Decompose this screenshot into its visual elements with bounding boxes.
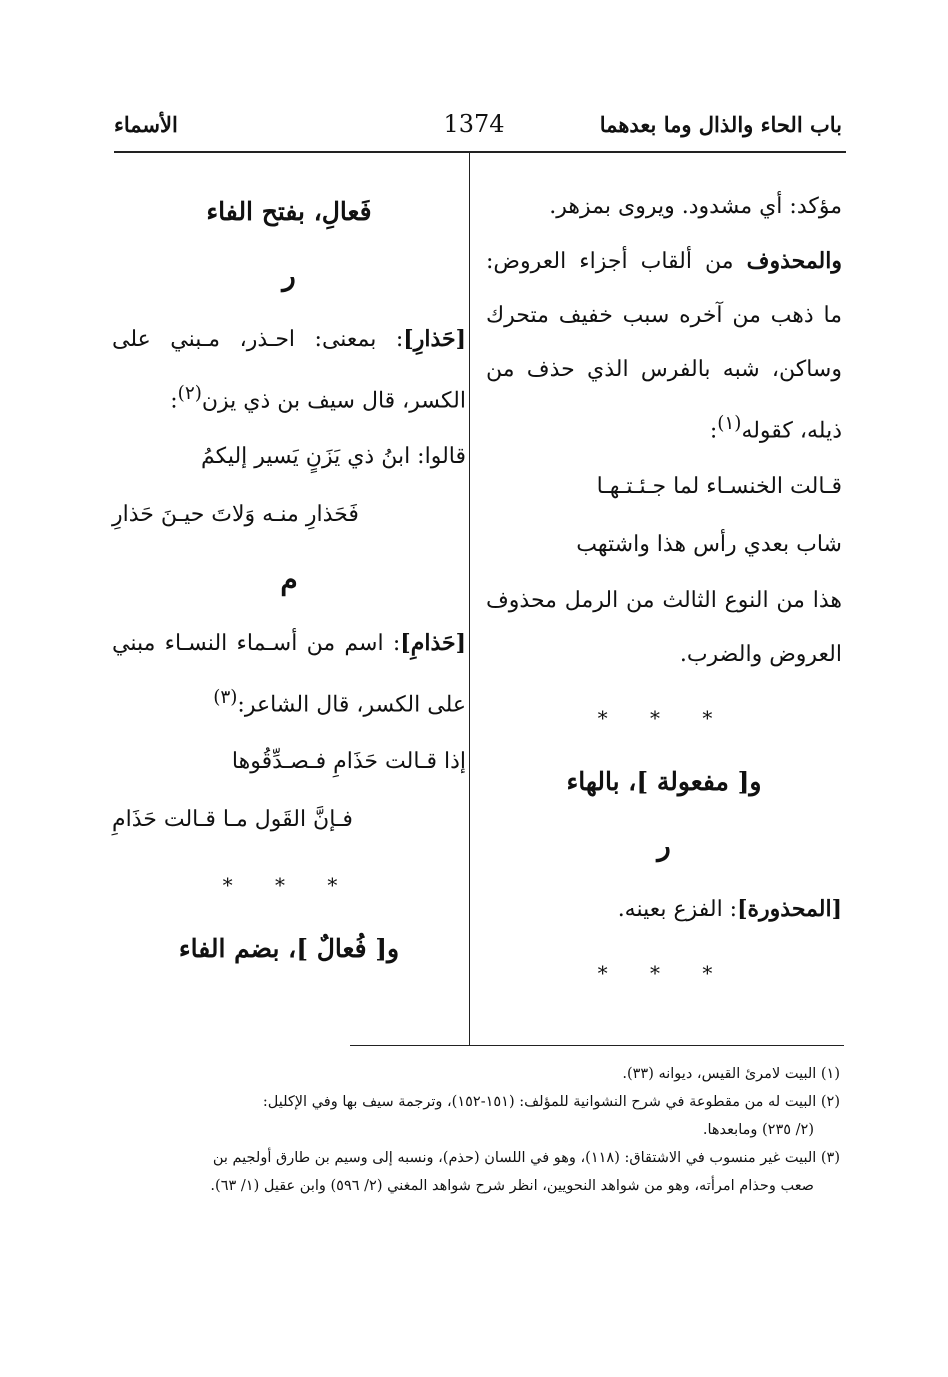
footnote-1: (١) البيت لامرئ القيس، ديوانه (٣٣). <box>622 1066 840 1082</box>
footnote-ref-2[interactable]: (٢) <box>177 383 202 404</box>
footnote-rule <box>350 1045 844 1046</box>
page-number: 1374 <box>443 110 505 138</box>
term-mahdhura: [المحذورة] <box>737 896 842 923</box>
entry-hadhami <box>112 616 466 732</box>
root-letter-mim: م <box>280 563 298 597</box>
root-letter-ra: ر <box>282 259 296 292</box>
entry-hadhari-end: : <box>170 388 178 414</box>
left-column <box>112 180 466 981</box>
right-column <box>486 180 842 1009</box>
footnote-ref-1[interactable]: (١) <box>717 413 742 434</box>
footnote-3: (٣) البيت غير منسوب في الاشتقاق: (١١٨)، وهو في اللسان (حذم)، ونسبه إلى وسيم بن طارق أولجيم بن <box>212 1150 840 1166</box>
section-heading-mafula: و[ مفعولة ]، بالهاء <box>566 767 762 797</box>
paragraph-mahdhuf-end: : <box>709 418 718 444</box>
paragraph-muakkad: مؤكد: أي مشدود. ويروى بمزهر. <box>549 194 842 219</box>
entry-hadhari <box>112 312 466 428</box>
entry-mahdhura-text: : الفزع بعينه. <box>617 897 738 923</box>
entry-hadhari-text: : بمعنى: احـذر، مـبني على الكسر، قال سيف بن ذي يزن <box>112 327 466 414</box>
verse-line-1: قـالت الخنسـاء لما جـئـتـهـا <box>596 474 842 500</box>
header-rule <box>114 151 846 153</box>
running-head-left: الأسماء <box>114 112 178 137</box>
root-letter-ra: ر <box>657 829 671 863</box>
entry-mahdhura <box>486 882 842 937</box>
footnote-ref-3[interactable]: (٣) <box>213 687 238 709</box>
paragraph-mahdhuf <box>486 234 842 458</box>
section-heading-fuaal: و[ فُعالٌ ]، بضم الفاء <box>178 933 400 963</box>
footnote-2-continued: (٢/ ٢٣٥) ومابعدها. <box>702 1122 814 1138</box>
verse-line-4: فـإنَّ القَول مـا قـالت حَذَامِ <box>112 806 353 832</box>
section-separator: * * * <box>222 872 356 897</box>
verse-line-3: إذا قـالت حَذَامِ فـصـدِّقُوها <box>231 748 466 774</box>
footnote-3-continued: صعب وحذام امرأته، وهو من شواهد النحويين، انظر شرح شواهد المغني (٢/ ٥٩٦) وابن عقيل (١/ ٦٣). <box>210 1178 814 1194</box>
verse-line-1: قالوا: ابنُ ذي يَزَنٍ يَسير إليكمُ <box>201 444 466 470</box>
footnotes <box>110 1060 840 1200</box>
term-mahdhuf: والمحذوف <box>746 248 842 274</box>
section-heading-faali: فَعالِ، بفتح الفاء <box>206 197 372 226</box>
section-separator: * * * <box>597 706 731 731</box>
column-divider <box>469 153 470 1045</box>
footnote-2: (٢) البيت له من مقطوعة في شرح النشوانية للمؤلف: (١٥١-١٥٢)، وترجمة سيف بها وفي الإكليل: <box>262 1094 840 1110</box>
paragraph-ramal: هذا من النوع الثالث من الرمل محذوف العروض والضرب. <box>486 588 842 668</box>
running-head-right: باب الحاء والذال وما بعدهما <box>599 112 842 137</box>
section-separator: * * * <box>597 961 731 986</box>
paragraph-mahdhuf-text: من ألقاب أجزاء العروض: ما ذهب من آخره سبب خفيف متحرك وساكن، شبه بالفرس الذي حذف من ذيله، كقوله <box>486 249 842 444</box>
verse-line-2: فَحَذارِ منـه وَلاتَ حيـنَ حَذارِ <box>112 502 359 528</box>
term-hadhari: [حَذارِ] <box>403 326 466 352</box>
entry-hadhami-text: : اسم من أسـماء النسـاء مبني على الكسر، قال الشاعر: <box>112 631 466 718</box>
verse-line-2: شاب بعدي رأس هذا واشتهب <box>576 532 842 558</box>
term-hadhami: [حَذامِ] <box>400 630 466 657</box>
